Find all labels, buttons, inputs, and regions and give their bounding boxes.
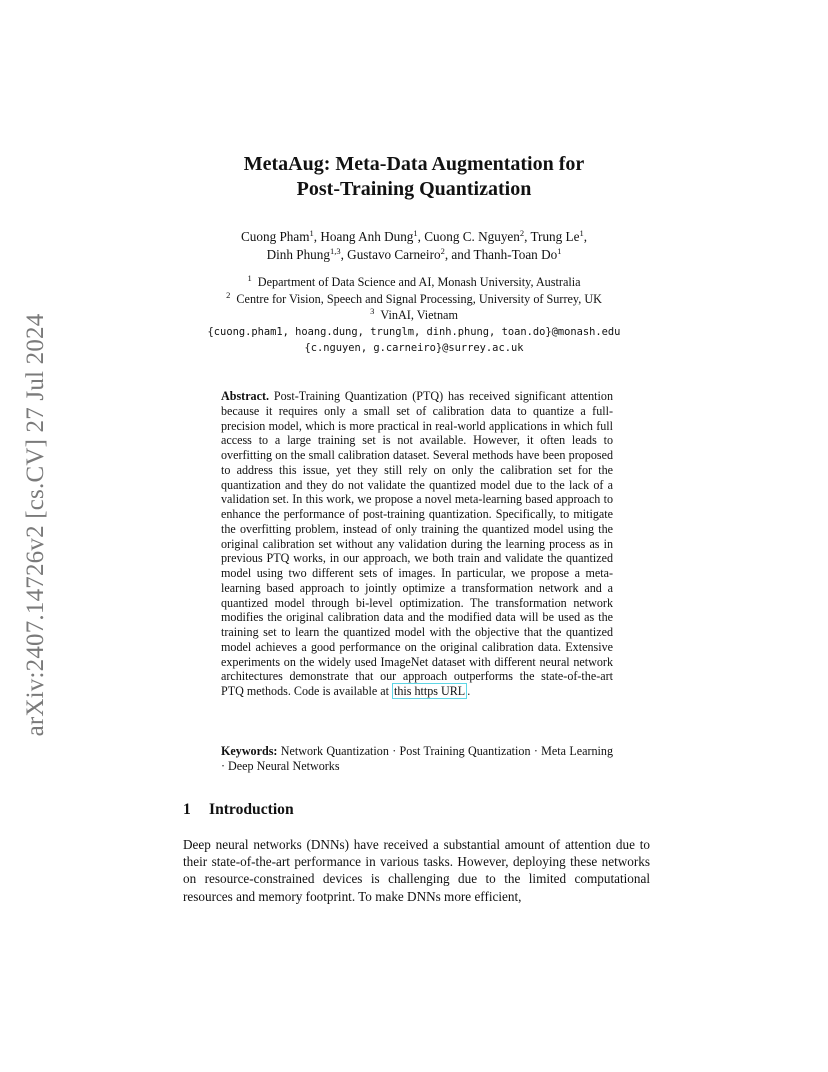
email-surrey: {c.nguyen, g.carneiro}@surrey.ac.uk: [304, 342, 524, 355]
affiliation-2: $^2$ Centre for Vision, Speech and Signal Processing, University of Surrey, UK: [226, 289, 602, 306]
author-name: Trung Le: [530, 229, 580, 244]
code-link[interactable]: this https URL: [393, 684, 466, 698]
abstract-text: Post-Training Quantization (PTQ) has received significant attention because it requires only a small set of calibration data to quantize a full-precision model, which is more practical in real-world applications in which full access to a large training set is not available. However, it often leads to overfitting on the small calibration dataset. Several methods have been proposed to address this issue, yet they still rely on only the calibration set for the quantization and they do not validate the quantized model due to the lack of a validation set. In this work, we propose a novel meta-learning based approach to enhance the performance of post-training quantization. Specifically, to mitigate the overfitting problem, instead of only training the quantized model using the original calibration set without any validation during the learning process as in previous PTQ works, in our approach, we both train and validate the quantized model using two different sets of images. In particular, we propose a meta-learning based approach to jointly optimize a transformation network and a quantized model through bi-level optimization. The transformation network modifies the original calibration data and the modified data will be used as the training set to learn the quantized model with the objective that the quantized model achieves a good performance on the original calibration data. Extensive experiments on the widely used ImageNet dataset with different neural network architectures demonstrate that our approach outperforms the state-of-the-art PTQ methods. Code is available at: [221, 389, 613, 698]
author-affiliation-mark: 1: [309, 228, 314, 238]
affiliation-1: $^1$ Department of Data Science and AI, Monash University, Australia: [247, 273, 581, 289]
author-name: Cuong Pham: [241, 229, 310, 244]
author-line-2: Dinh Phung$^{1,3}$, Gustavo Carneiro$^2$, and Thanh-Toan Do$^1$: [266, 246, 562, 262]
affiliation-3: $^3$ VinAI, Vietnam: [370, 306, 458, 323]
author-affiliation-mark: 1: [557, 246, 562, 256]
affiliation-block: [120, 274, 708, 357]
author-line-1: Cuong Pham$^1$, Hoang Anh Dung$^1$, Cuong C. Nguyen$^2$, Trung Le$^1$,: [241, 228, 587, 244]
abstract-end: .: [467, 684, 471, 698]
abstract: [221, 389, 613, 699]
author-affiliation-mark: 2: [440, 246, 445, 256]
keywords: [221, 744, 613, 775]
author-affiliation-mark: 2: [519, 228, 525, 238]
author-name: Thanh-Toan Do: [473, 247, 558, 262]
abstract-label: Abstract.: [221, 389, 270, 403]
introduction-paragraph: Deep neural networks (DNNs) have received a substantial amount of attention due to their state-of-the-art performance in various tasks. However, deploying these networks on resource-constrained devices is challenging due to the limited computational resources and memory footprint. To make DNNs more efficient,: [183, 837, 650, 904]
keywords-label: Keywords:: [221, 744, 278, 758]
author-name: Hoang Anh Dung: [320, 229, 414, 244]
email-monash: {cuong.pham1, hoang.dung, trunglm, dinh.phung, toan.do}@monash.edu: [207, 325, 621, 338]
arxiv-identifier: arXiv:2407.14726v2 [cs.CV] 27 Jul 2024: [22, 313, 49, 737]
section-title: Introduction: [209, 801, 294, 818]
author-list: [120, 228, 708, 264]
author-name: Dinh Phung: [266, 247, 330, 262]
author-name: Cuong C. Nguyen: [424, 229, 520, 244]
author-name: Gustavo Carneiro: [347, 247, 441, 262]
section-heading-introduction: [183, 801, 294, 819]
paper-title-line-2: Post-Training Quantization: [296, 178, 532, 200]
section-number: 1: [183, 801, 191, 818]
author-affiliation-mark: 1: [579, 228, 584, 238]
paper-title-line-1: MetaAug: Meta-Data Augmentation for: [243, 153, 585, 175]
keywords-text: Network Quantization · Post Training Quantization · Meta Learning · Deep Neural Networks: [221, 744, 613, 774]
author-affiliation-mark: 1,3: [329, 246, 341, 256]
paper-title: [120, 152, 708, 202]
arxiv-sidebar-stamp: [14, 290, 58, 760]
author-affiliation-mark: 1: [413, 228, 418, 238]
